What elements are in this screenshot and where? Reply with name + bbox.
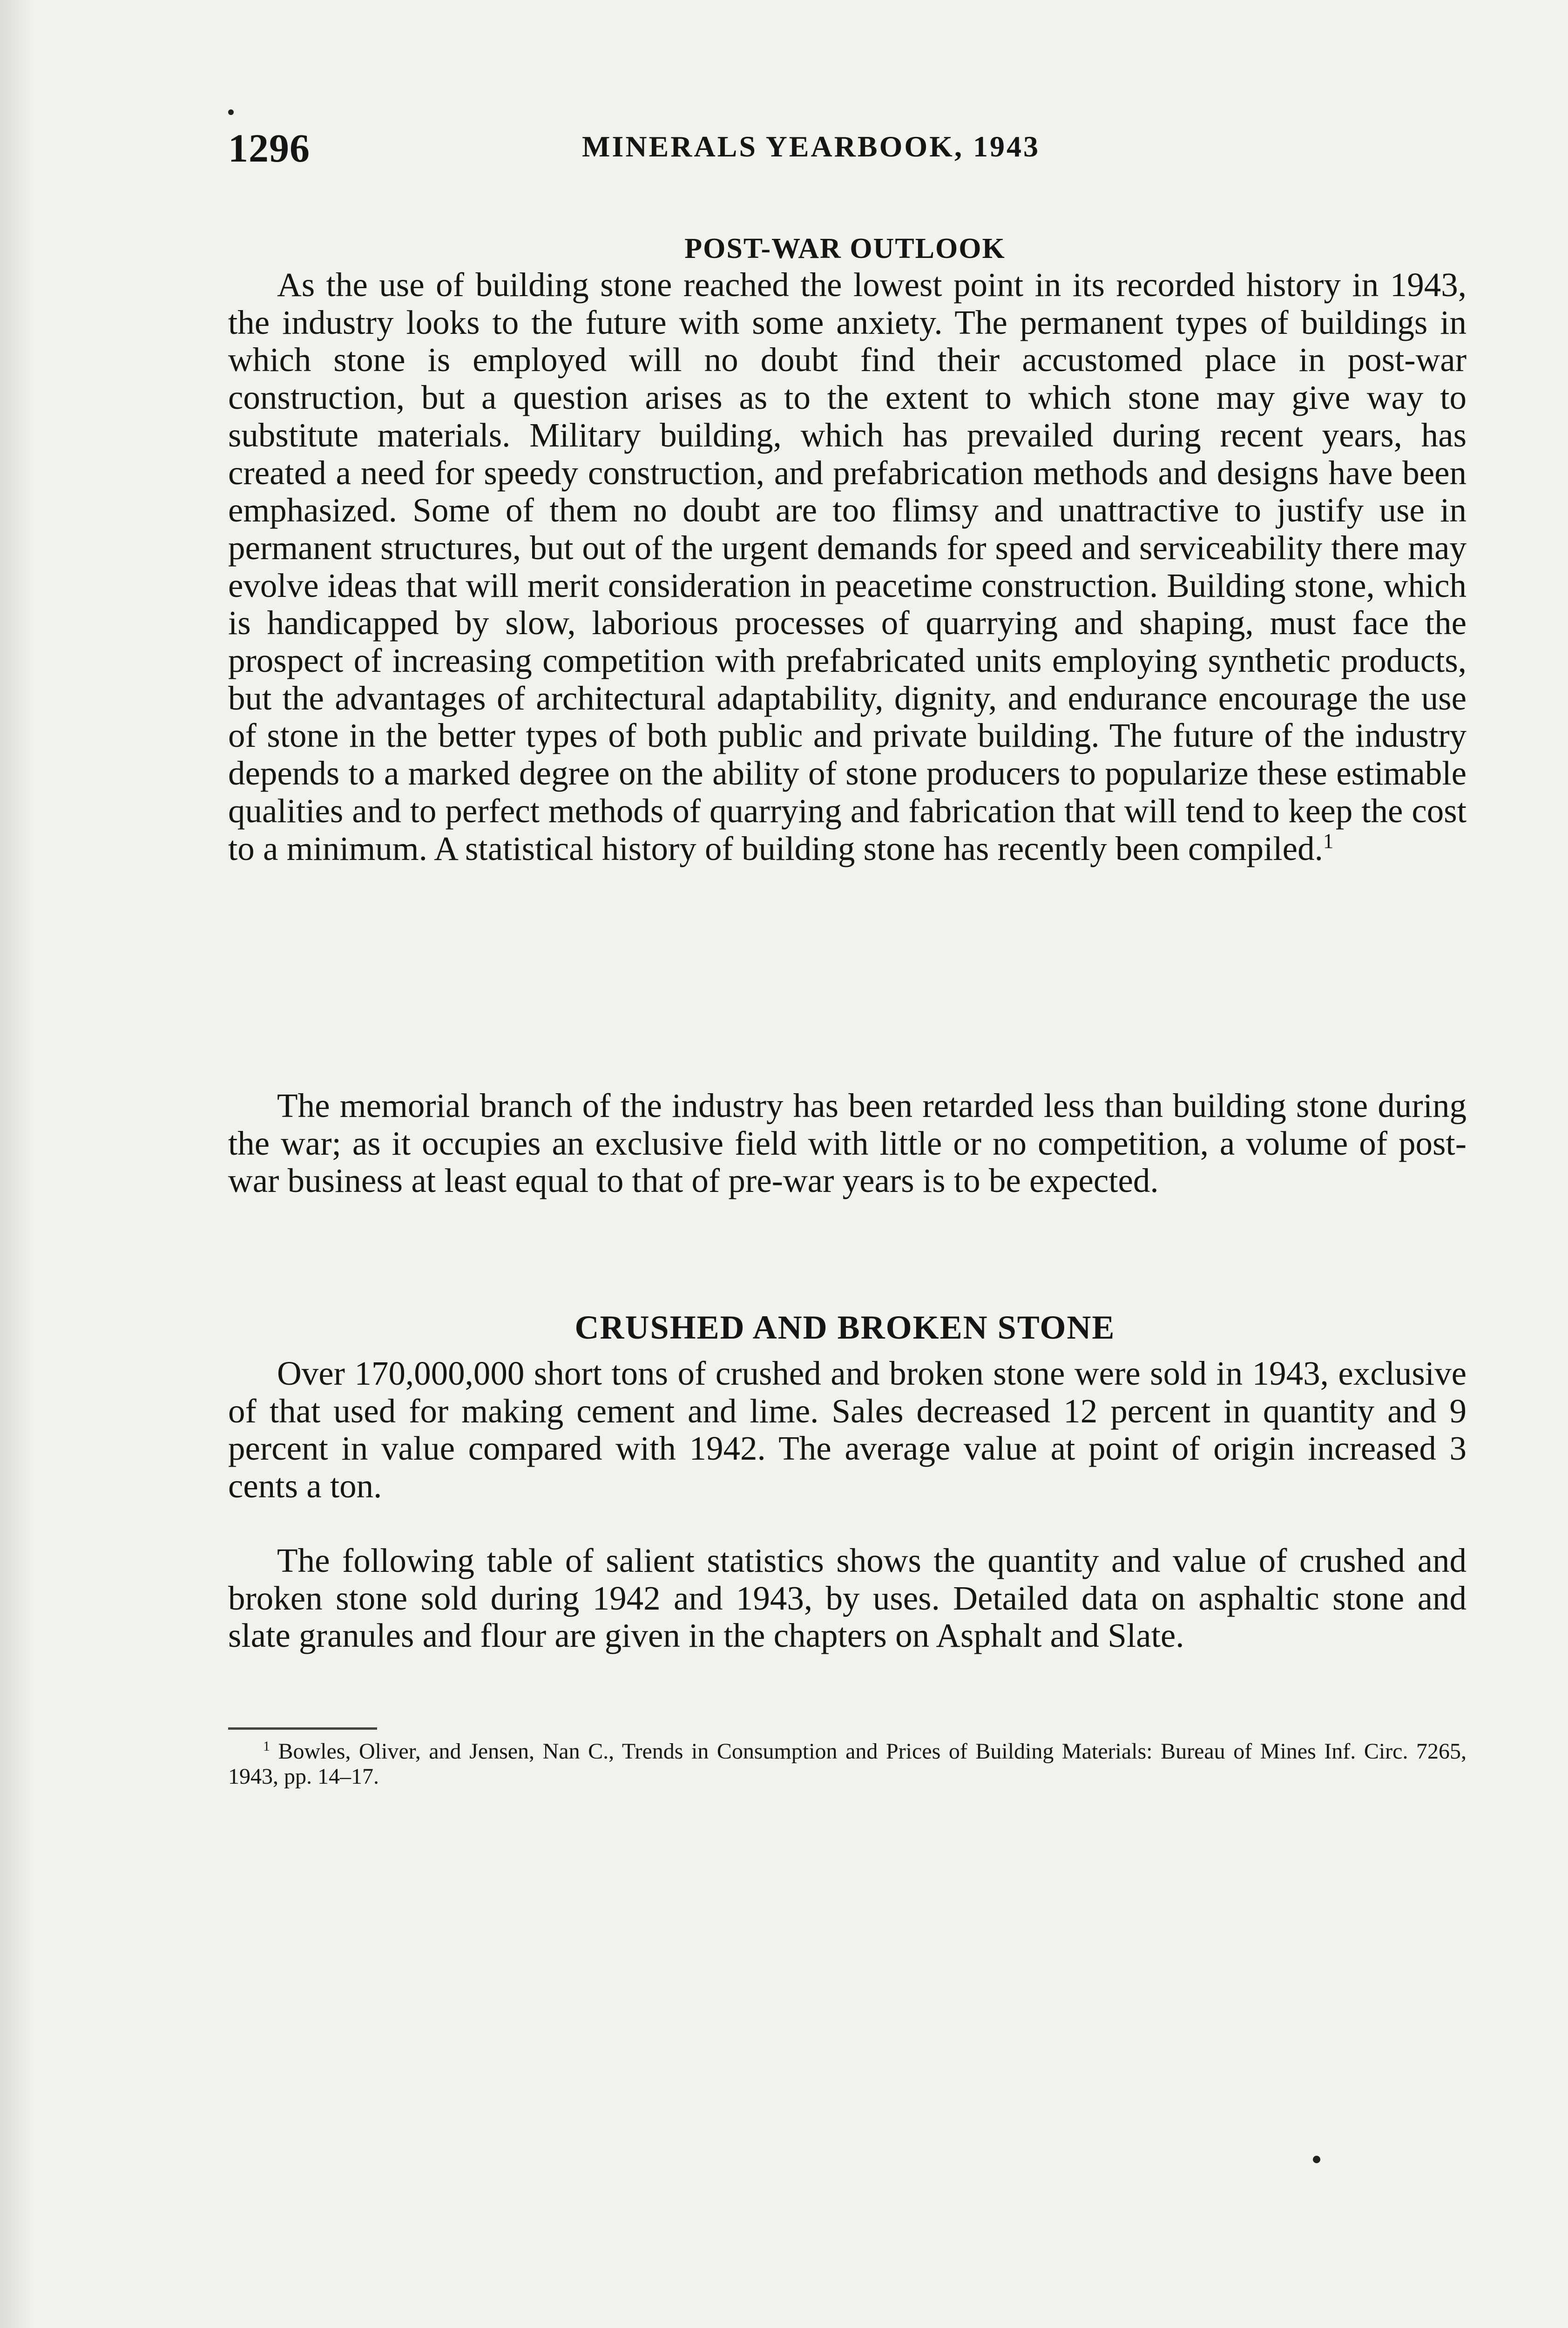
page-header [228,125,1318,176]
paragraph-post-war-1 [228,266,1467,867]
scan-speck [1313,2156,1320,2163]
footnote-reference: 1 [1323,829,1334,853]
scan-edge-shadow [0,0,33,2328]
footnote [228,1739,1467,1789]
paragraph-post-war-2: The memorial branch of the industry has been retarded less than building stone during the war; as it occupies an exclusive field with little or no competition, a volume of post-war business at least equal to that of pre-war years is to be expected. [228,1087,1467,1200]
page-number: 1296 [228,126,310,170]
section-heading-post-war-outlook: POST-WAR OUTLOOK [684,233,1006,265]
paragraph-crushed-stone-1: Over 170,000,000 short tons of crushed and broken stone were sold in 1943, exclusive of that used for making cement and lime. Sales decreased 12 percent in quantity and 9 percent in value compared with 1942. The average value at point of origin increased 3 cents a ton. [228,1354,1467,1505]
paragraph-text: As the use of building stone reached the lowest point in its recorded history in 1943, the industry looks to the future with some anxiety. The permanent types of buildings in which stone is employed will no doubt find their accustomed place in post-war construction, but a question arises as to the extent to which stone may give way to substitute materials. Military building, which has prevailed during recent years, has created a need for speedy construction, and prefabrication methods and designs have been emphasized. Some of them no doubt are too flimsy and unattractive to justify use in permanent structures, but out of the urgent demands for speed and serviceability there may evolve ideas that will merit consideration in peacetime construction. Building stone, which is handicapped by slow, laborious processes of quarrying and shaping, must face the prospect of increasing competition with prefabricated units employing synthetic products, but the advantages of architectural adaptability, dignity, and endurance encourage the use of stone in the better types of both public and private building. The future of the industry depends to a marked degree on the ability of stone producers to popularize these estimable qualities and to perfect methods of quarrying and fabrication that will tend to keep the cost to a minimum. A statistical history of building stone has recently been compiled. [228,266,1467,867]
footnote-divider [228,1727,377,1730]
footnote-text: Bowles, Oliver, and Jensen, Nan C., Trends in Consumption and Prices of Building Materials: Bureau of Mines Inf. Circ. 7265, 1943, pp. 14–17. [228,1739,1467,1789]
section-heading-crushed-and-broken-stone: CRUSHED AND BROKEN STONE [574,1308,1115,1346]
footnote-number: 1 [263,1739,270,1754]
running-title: MINERALS YEARBOOK, 1943 [582,130,1040,163]
scan-speck [228,109,234,115]
paragraph-crushed-stone-2: The following table of salient statistics shows the quantity and value of crushed and broken stone sold during 1942 and 1943, by uses. Detailed data on asphaltic stone and slate granules and flour are given in the chapters on Asphalt and Slate. [228,1542,1467,1655]
